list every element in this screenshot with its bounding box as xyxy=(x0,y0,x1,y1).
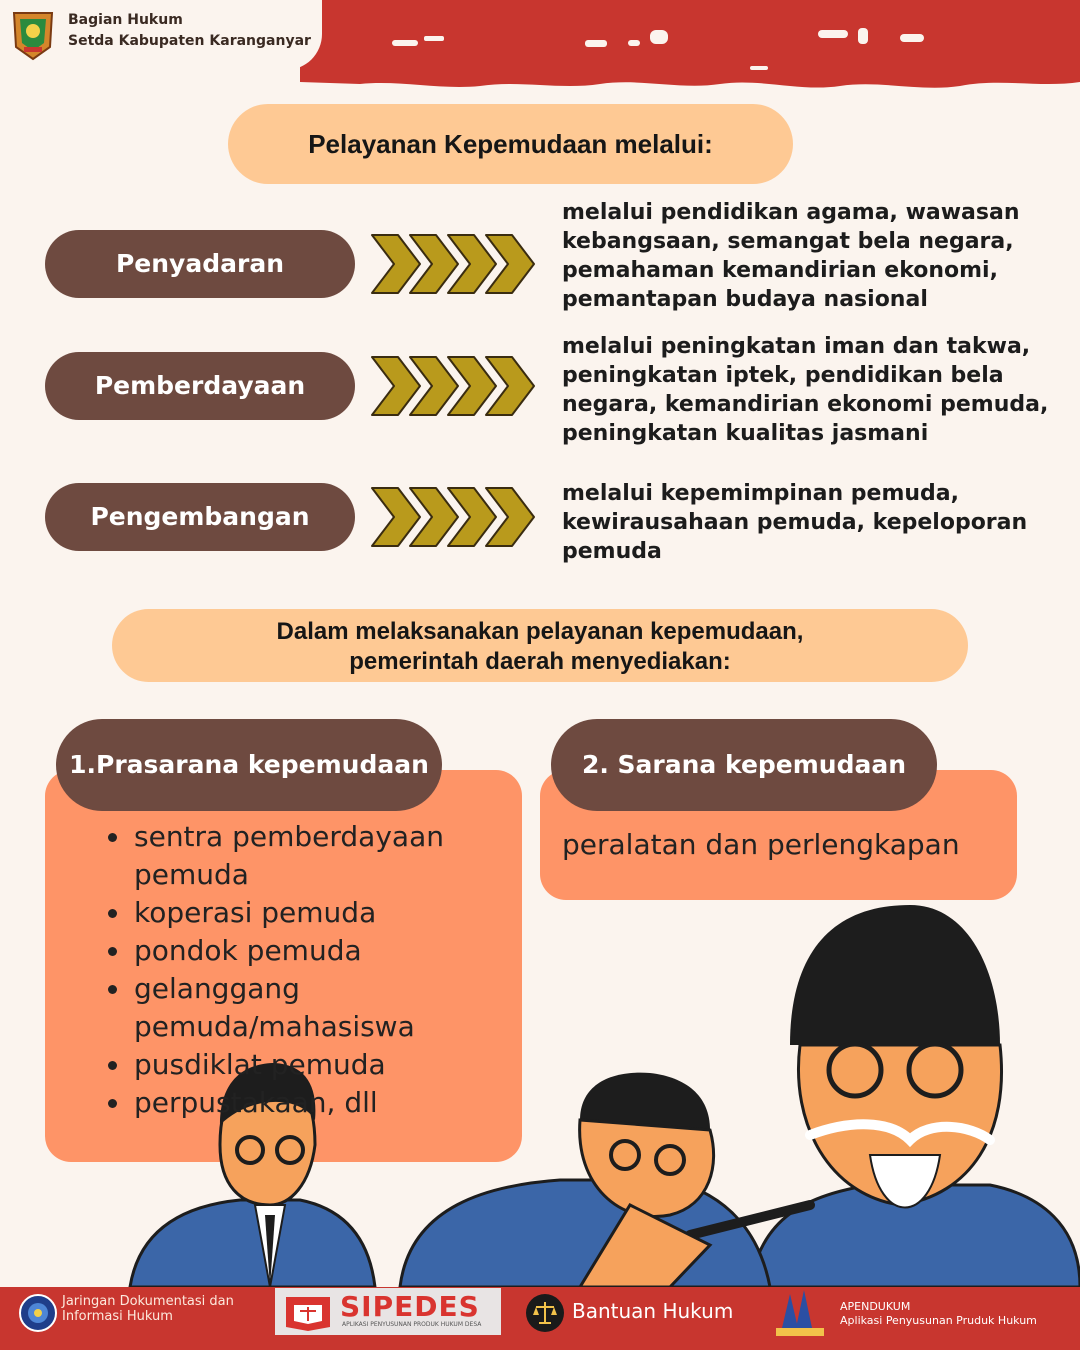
apendukum-logo-icon xyxy=(772,1288,828,1338)
label-pengembangan: Pengembangan xyxy=(45,483,355,551)
section2-title: Dalam melaksanakan pelayanan kepemudaan, pemerintah daerah menyediakan: xyxy=(112,609,968,682)
chevron-arrows-icon xyxy=(368,353,544,419)
list-item: • koperasi pemuda xyxy=(132,894,522,932)
penyadaran-description: melalui pendidikan agama, wawasan kebangsaan, semangat bela negara, pemahaman kemandirian ekonomi, pemantapan budaya nasional xyxy=(562,200,1020,312)
org-name-line1: Bagian Hukum xyxy=(68,12,183,28)
list-item: • sentra pemberdayaan pemuda xyxy=(132,818,522,894)
prasarana-header: 1.Prasarana kepemudaan xyxy=(56,719,442,811)
label-pemberdayaan: Pemberdayaan xyxy=(45,352,355,420)
apendukum-title[interactable]: APENDUKUM xyxy=(840,1300,911,1313)
sarana-text: peralatan dan perlengkapan xyxy=(562,828,960,861)
list-item: • pusdiklat pemuda xyxy=(132,1046,522,1084)
list-item: • pondok pemuda xyxy=(132,932,522,970)
sipedes-subtitle: APLIKASI PENYUSUNAN PRODUK HUKUM DESA xyxy=(342,1321,482,1328)
sarana-header: 2. Sarana kepemudaan xyxy=(551,719,937,811)
karanganyar-emblem-icon xyxy=(10,7,56,63)
section1-title: Pelayanan Kepemudaan melalui: xyxy=(228,104,793,184)
org-name-line2: Setda Kabupaten Karanganyar xyxy=(68,33,311,49)
prasarana-list xyxy=(104,818,522,1122)
sipedes-title: SIPEDES xyxy=(340,1290,480,1323)
list-item: • gelanggang pemuda/mahasiswa xyxy=(132,970,522,1046)
bantuan-hukum-link[interactable]: Bantuan Hukum xyxy=(572,1299,734,1323)
chevron-arrows-icon xyxy=(368,484,544,550)
sipedes-logo-icon xyxy=(282,1291,334,1333)
jdih-text[interactable]: Jaringan Dokumentasi dan Informasi Hukum xyxy=(62,1294,234,1324)
jdih-logo-icon xyxy=(18,1293,58,1333)
pengembangan-description: melalui kepemimpinan pemuda, kewirausahaan pemuda, kepeloporan pemuda xyxy=(562,481,1028,564)
pemberdayaan-description: melalui peningkatan iman dan takwa, peningkatan iptek, pendidikan bela negara, kemandirian ekonomi pemuda, peningkatan kualitas jasmani xyxy=(562,334,1049,446)
scales-of-justice-icon xyxy=(525,1293,565,1333)
list-item: • perpustakaan, dll xyxy=(132,1084,522,1122)
label-penyadaran: Penyadaran xyxy=(45,230,355,298)
apendukum-subtitle: Aplikasi Penyusunan Pruduk Hukum xyxy=(840,1314,1037,1327)
chevron-arrows-icon xyxy=(368,231,544,297)
